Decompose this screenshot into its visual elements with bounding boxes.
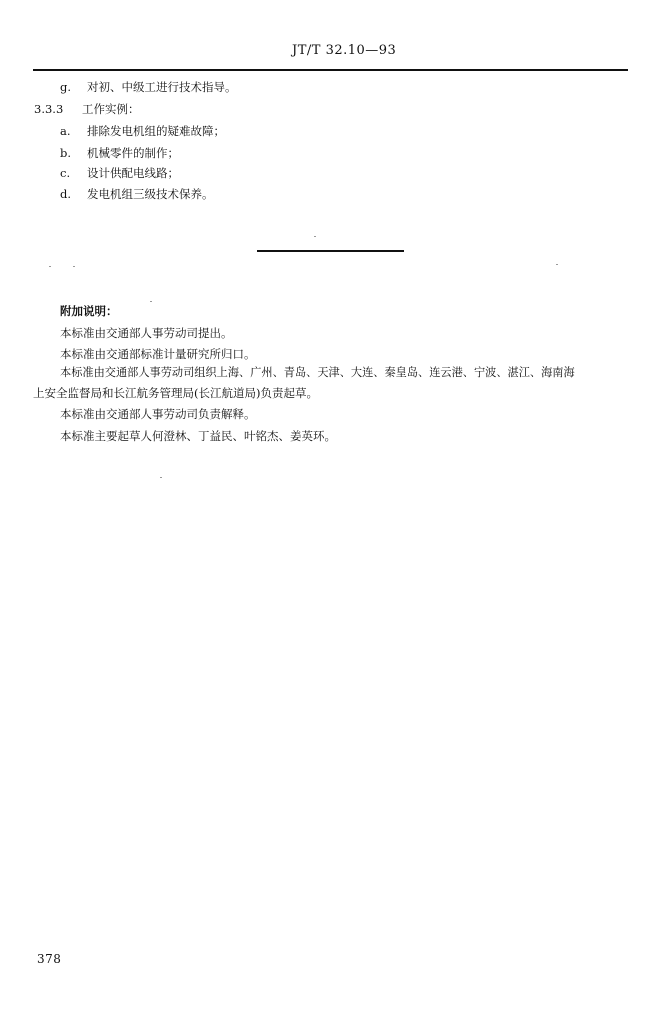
list-text: 设计供配电线路； (87, 166, 179, 180)
scan-speck (160, 477, 162, 478)
appendix-paragraph: 本标准由交通部标准计量研究所归口。 (60, 347, 256, 361)
list-text: 发电机组三级技术保养。 (87, 187, 214, 201)
scan-speck (556, 264, 558, 265)
list-text: 排除发电机组的疑难故障； (87, 124, 225, 138)
list-marker: c. (60, 166, 71, 180)
scan-speck (73, 266, 75, 267)
scan-speck (49, 266, 51, 267)
appendix-heading: 附加说明： (60, 304, 118, 318)
list-marker: a. (60, 124, 71, 138)
list-marker: b. (60, 146, 72, 160)
separator-rule (257, 250, 404, 252)
list-text: 机械零件的制作； (87, 146, 179, 160)
list-marker: d. (60, 187, 72, 201)
section-number: 3.3.3 (34, 102, 64, 116)
standard-code: JT/T 32.10—93 (292, 43, 397, 58)
appendix-paragraph: 本标准主要起草人何澄林、丁益民、叶铭杰、姜英环。 (60, 429, 336, 443)
header-rule (33, 69, 628, 71)
section-title: 工作实例： (82, 102, 140, 116)
scan-speck (150, 301, 152, 302)
appendix-paragraph: 本标准由交通部人事劳动司负责解释。 (60, 407, 256, 421)
appendix-paragraph: 本标准由交通部人事劳动司组织上海、广州、青岛、天津、大连、秦皇岛、连云港、宁波、湛江、海南海 (60, 366, 575, 379)
appendix-paragraph-continuation: 上安全监督局和长江航务管理局(长江航道局)负责起草。 (33, 386, 318, 400)
page-header (0, 43, 672, 65)
list-marker: g. (60, 80, 72, 94)
scan-speck (314, 236, 316, 237)
list-text: 对初、中级工进行技术指导。 (87, 80, 237, 94)
appendix-paragraph: 本标准由交通部人事劳动司提出。 (60, 326, 233, 340)
page-number: 378 (37, 952, 62, 966)
